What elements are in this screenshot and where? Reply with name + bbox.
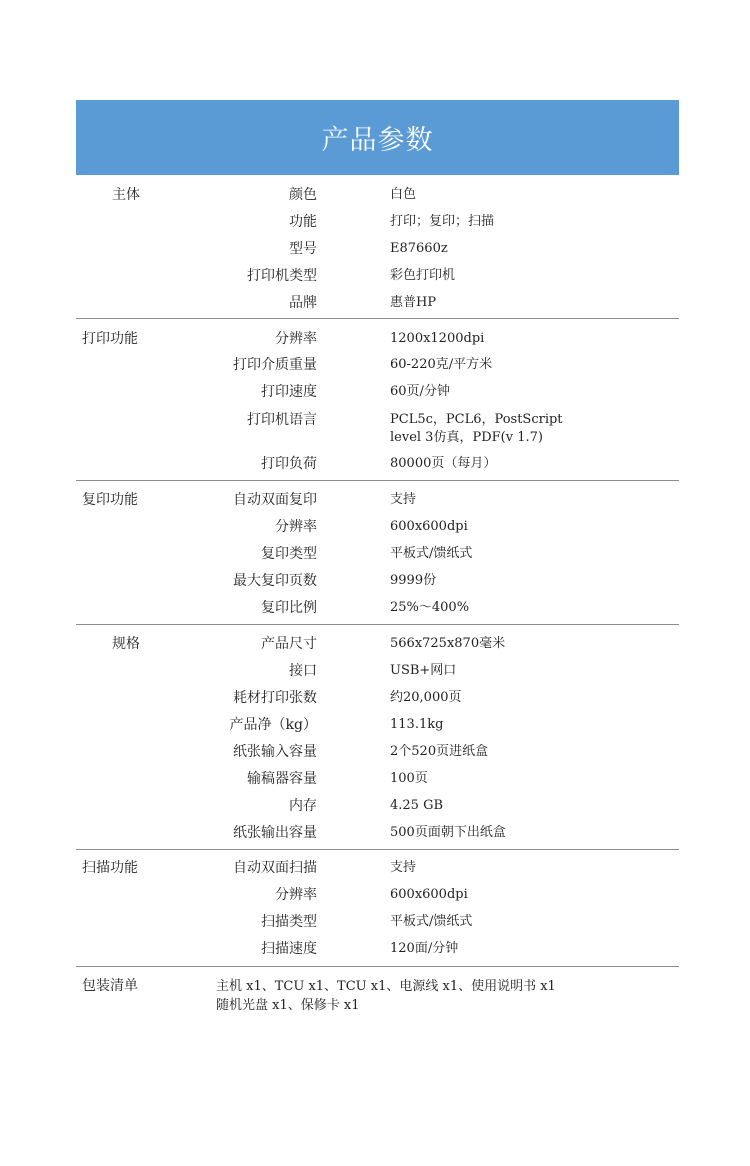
section-main xyxy=(76,175,679,319)
section-scan xyxy=(76,850,679,967)
param-value: 4.25 GB xyxy=(390,798,444,813)
param-value: 彩色打印机 xyxy=(390,268,456,283)
category-label: 规格 xyxy=(112,636,140,652)
param-label: 自动双面扫描 xyxy=(233,860,317,876)
param-label: 分辨率 xyxy=(275,519,317,535)
param-value: 120面/分钟 xyxy=(390,941,459,956)
param-value: 1200x1200dpi xyxy=(390,331,485,346)
section-print xyxy=(76,319,679,481)
param-label: 纸张输出容量 xyxy=(233,825,317,841)
param-value: 25%～400% xyxy=(390,600,470,615)
param-label: 复印比例 xyxy=(261,600,317,616)
param-value: 80000页（每月） xyxy=(390,456,497,471)
param-label: 分辨率 xyxy=(275,887,317,903)
param-label: 内存 xyxy=(289,798,317,814)
package-line-1: 主机 x1、TCU x1、TCU x1、电源线 x1、使用说明书 x1 xyxy=(216,979,556,994)
page-title: 产品参数 xyxy=(321,125,434,156)
param-value: 支持 xyxy=(390,492,417,507)
title-banner xyxy=(76,100,679,175)
param-label: 纸张输入容量 xyxy=(233,744,317,760)
param-value: 2个520页进纸盒 xyxy=(390,744,489,759)
param-value: 9999份 xyxy=(390,573,437,588)
param-label: 颜色 xyxy=(289,187,317,203)
param-value-continued: level 3仿真，PDF(v 1.7) xyxy=(390,430,543,445)
section-copy xyxy=(76,481,679,625)
section-specs xyxy=(76,625,679,850)
param-value: 惠普HP xyxy=(390,295,437,310)
category-label: 打印功能 xyxy=(82,331,138,347)
param-value: 打印；复印；扫描 xyxy=(390,214,495,229)
param-label: 输稿器容量 xyxy=(247,771,317,787)
param-value: 500页面朝下出纸盒 xyxy=(390,825,506,840)
category-label: 包装清单 xyxy=(82,978,138,994)
param-label: 接口 xyxy=(289,663,317,679)
param-value: 支持 xyxy=(390,860,417,875)
param-label: 打印机类型 xyxy=(247,268,317,284)
param-value: 566x725x870毫米 xyxy=(390,636,506,651)
param-label: 耗材打印张数 xyxy=(233,690,317,706)
category-label: 扫描功能 xyxy=(82,860,138,876)
param-label: 型号 xyxy=(289,241,317,257)
param-value: USB+网口 xyxy=(390,663,457,678)
param-label: 打印介质重量 xyxy=(233,357,317,373)
param-label: 扫描速度 xyxy=(261,941,317,957)
param-label: 打印负荷 xyxy=(261,456,317,472)
param-label: 打印机语言 xyxy=(247,412,317,428)
param-value: E87660z xyxy=(390,241,448,256)
param-label: 分辨率 xyxy=(275,331,317,347)
param-label: 产品净（kg） xyxy=(229,717,317,733)
param-label: 扫描类型 xyxy=(261,914,317,930)
param-label: 最大复印页数 xyxy=(233,573,317,589)
param-value: 60页/分钟 xyxy=(390,384,450,399)
param-label: 打印速度 xyxy=(261,384,317,400)
param-label: 功能 xyxy=(289,214,317,230)
param-label: 复印类型 xyxy=(261,546,317,562)
param-value: 平板式/馈纸式 xyxy=(390,546,473,561)
param-value: 白色 xyxy=(390,187,417,202)
param-value: 113.1kg xyxy=(390,717,444,732)
param-value: 60-220克/平方米 xyxy=(390,357,493,372)
param-label: 品牌 xyxy=(289,295,317,311)
param-value: 平板式/馈纸式 xyxy=(390,914,473,929)
param-label: 自动双面复印 xyxy=(233,492,317,508)
param-label: 产品尺寸 xyxy=(261,636,317,652)
param-value: 600x600dpi xyxy=(390,519,468,534)
param-value: 600x600dpi xyxy=(390,887,468,902)
category-label: 复印功能 xyxy=(82,492,138,508)
param-value: 100页 xyxy=(390,771,428,786)
category-label: 主体 xyxy=(112,187,140,203)
param-value: PCL5c，PCL6，PostScript xyxy=(390,412,563,427)
param-value: 约20,000页 xyxy=(390,690,462,705)
section-package xyxy=(76,967,679,1027)
package-line-2: 随机光盘 x1、保修卡 x1 xyxy=(216,998,360,1013)
